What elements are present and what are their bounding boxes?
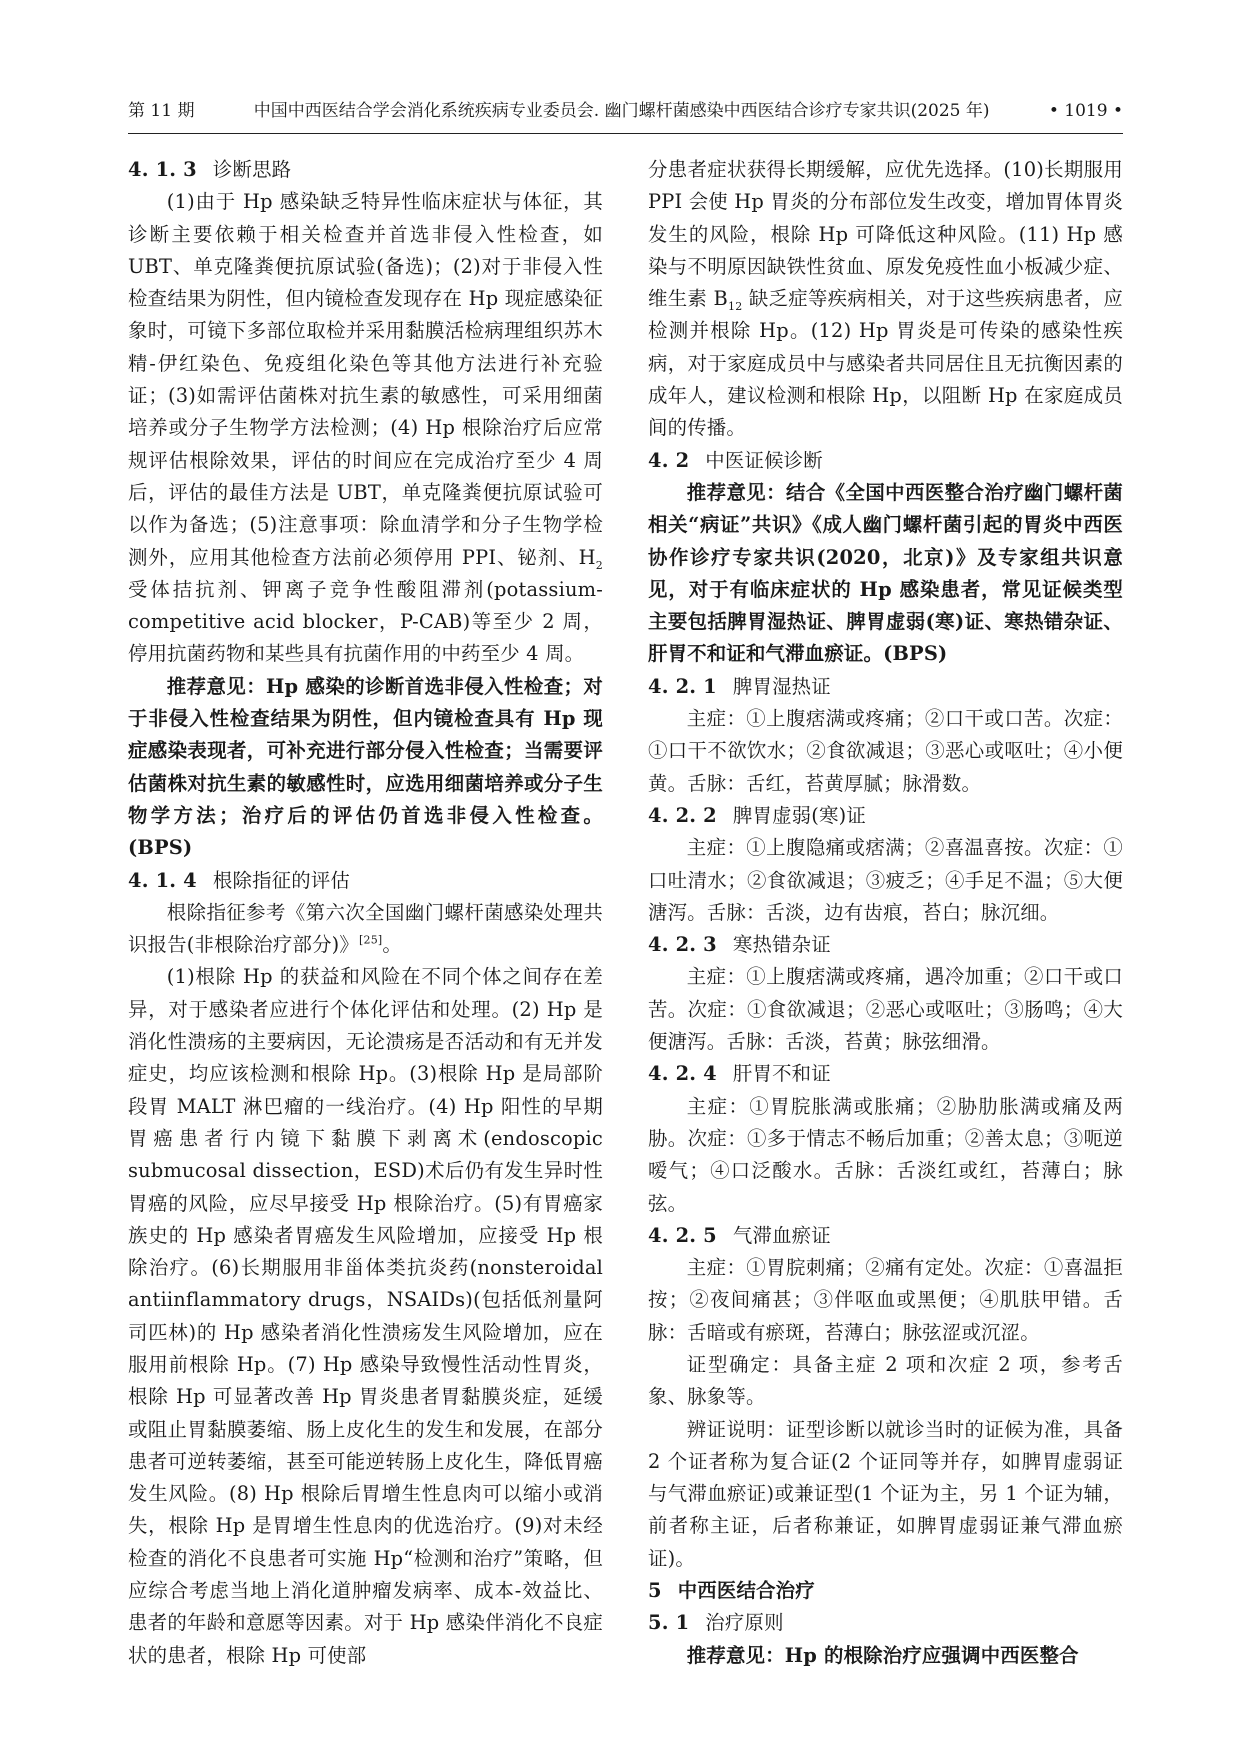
section-heading-4-1-3 <box>128 154 603 186</box>
paragraph: 根除指征参考《第六次全国幽门螺杆菌感染处理共识报告(非根除治疗部分)》[25]。 <box>128 900 603 957</box>
section-title: 脾胃虚弱(寒)证 <box>732 803 866 827</box>
section-title: 脾胃湿热证 <box>732 674 831 698</box>
section-title: 中西医结合治疗 <box>677 1579 815 1603</box>
section-number: 4. 2. 5 <box>648 1223 717 1247</box>
section-heading-4-2 <box>648 445 1123 477</box>
section-number: 4. 1. 4 <box>128 868 197 892</box>
section-number: 4. 2. 2 <box>648 803 717 827</box>
section-heading-4-2-1 <box>648 671 1123 703</box>
header-issue: 第 11 期 <box>128 101 195 121</box>
recommendation: 推荐意见：结合《全国中西医整合治疗幽门螺杆菌相关“病证”共识》《成人幽门螺杆菌引起的胃炎中西医协作诊疗专家共识(2020，北京)》及专家组共识意见，对于有临床症状的 Hp 感染患者，常见证候类型主要包括脾胃湿热证、脾胃虚弱(寒)证、寒热错杂证、肝胃不和证和气滞血瘀证。(BPS) <box>648 480 1123 666</box>
section-heading-5-1 <box>648 1607 1123 1639</box>
section-title: 中医证候诊断 <box>705 448 823 472</box>
paragraph: 主症：①胃脘刺痛；②痛有定处。次症：①喜温拒按；②夜间痛甚；③伴呕血或黑便；④肌肤甲错。舌脉：舌暗或有瘀斑，苔薄白；脉弦涩或沉涩。 <box>648 1256 1123 1344</box>
paragraph: 证型确定：具备主症 2 项和次症 2 项，参考舌象、脉象等。 <box>648 1352 1123 1409</box>
section-number: 4. 2. 1 <box>648 674 717 698</box>
recommendation: 推荐意见：Hp 的根除治疗应强调中西医整合 <box>686 1643 1079 1667</box>
section-number: 5. 1 <box>648 1611 690 1635</box>
section-title: 气滞血瘀证 <box>732 1223 831 1247</box>
recommendation: 推荐意见：Hp 感染的诊断首选非侵入性检查；对于非侵入性检查结果为阴性，但内镜检查具有 Hp 现症感染表现者，可补充进行部分侵入性检查；当需要评估菌株对抗生素的敏感性时，应选用细菌培养或分子生物学方法；治疗后的评估仍首选非侵入性检查。(BPS) <box>128 674 603 860</box>
section-title: 诊断思路 <box>212 158 292 181</box>
paragraph: 主症：①上腹痞满或疼痛；②口干或口苦。次症：①口干不欲饮水；②食欲减退；③恶心或呕吐；④小便黄。舌脉：舌红，苔黄厚腻；脉滑数。 <box>648 707 1123 795</box>
section-title: 治疗原则 <box>705 1611 784 1635</box>
running-header <box>128 98 1123 124</box>
paragraph: 辨证说明：证型诊断以就诊当时的证候为准，具备 2 个证者称为复合证(2 个证同等并存，如脾胃虚弱证与气滞血瘀证)或兼证型(1 个证为主，另 1 个证为辅，前者称主证，后者称兼证，如脾胃虚弱证兼气滞血瘀证)。 <box>648 1417 1123 1570</box>
section-heading-4-2-5 <box>648 1220 1123 1252</box>
section-number: 4. 1. 3 <box>128 158 197 181</box>
section-number: 4. 2. 3 <box>648 933 717 957</box>
section-title: 肝胃不和证 <box>732 1062 831 1086</box>
section-heading-4-2-2 <box>648 800 1123 832</box>
header-rule <box>128 133 1123 134</box>
section-heading-4-2-3 <box>648 929 1123 961</box>
section-number: 4. 2 <box>648 448 690 472</box>
paragraph: 分患者症状获得长期缓解，应优先选择。(10)长期服用 PPI 会使 Hp 胃炎的分布部位发生改变，增加胃体胃炎发生的风险，根除 Hp 可降低这种风险。(11) Hp 感染与不明原因缺铁性贫血、原发免疫性血小板减少症、维生素 $B_{12}$ 缺乏症等疾病相关，对于这些疾病患者，应检测并根除 Hp。(12) Hp 胃炎是可传染的感染性疾病，对于家庭成员中与感染者共同居住且无抗衡因素的成年人，建议检测和根除 Hp，以阻断 Hp 在家庭成员间的传播。 <box>648 158 1123 440</box>
paragraph: 主症：①上腹隐痛或痞满；②喜温喜按。次症：①口吐清水；②食欲减退；③疲乏；④手足不温；⑤大便溏泻。舌脉：舌淡，边有齿痕，苔白；脉沉细。 <box>648 836 1123 924</box>
paragraph: 主症：①胃脘胀满或胀痛；②胁肋胀满或痛及两胁。次症：①多于情志不畅后加重；②善太息；③呃逆嗳气；④口泛酸水。舌脉：舌淡红或红，苔薄白；脉弦。 <box>648 1094 1123 1215</box>
citation: [25] <box>359 933 383 947</box>
section-number: 5 <box>648 1579 662 1603</box>
paragraph: 主症：①上腹痞满或疼痛，遇冷加重；②口干或口苦。次症：①食欲减退；②恶心或呕吐；③肠鸣；④大便溏泻。舌脉：舌淡，苔黄；脉弦细滑。 <box>648 965 1123 1054</box>
left-column <box>128 154 603 1672</box>
section-heading-5 <box>648 1575 1123 1607</box>
header-page-number: • 1019 • <box>1048 101 1123 121</box>
section-heading-4-2-4 <box>648 1058 1123 1090</box>
section-heading-4-1-4 <box>128 865 603 897</box>
section-number: 4. 2. 4 <box>648 1062 717 1086</box>
header-title: 中国中西医结合学会消化系统疾病专业委员会. 幽门螺杆菌感染中西医结合诊疗专家共识(2025 年) <box>253 101 990 121</box>
paragraph: (1)由于 Hp 感染缺乏特异性临床症状与体征，其诊断主要依赖于相关检查并首选非侵入性检查，如 UBT、单克隆粪便抗原试验(备选)；(2)对于非侵入性检查结果为阴性，但内镜检查发现存在 Hp 现症感染征象时，可镜下多部位取检并采用黏膜活检病理组织苏木精-伊红染色、免疫组化染色等其他方法进行补充验证；(3)如需评估菌株对抗生素的敏感性，可采用细菌培养或分子生物学方法检测；(4) Hp 根除治疗后应常规评估根除效果，评估的时间应在完成治疗至少 4 周后，评估的最佳方法是 UBT，单克隆粪便抗原试验可以作为备选；(5)注意事项：除血清学和分子生物学检测外，应用其他检查方法前必须停用 PPI、铋剂、$H_2$ 受体拮抗剂、钾离子竞争性酸阻滞剂(potassium-competitive acid blocker，P-CAB)等至少 2 周，停用抗菌药物和某些具有抗菌作用的中药至少 4 周。 <box>128 190 603 666</box>
paragraph: (1)根除 Hp 的获益和风险在不同个体之间存在差异，对于感染者应进行个体化评估和处理。(2) Hp 是消化性溃疡的主要病因，无论溃疡是否活动和有无并发症史，均应该检测和根除 Hp。(3)根除 Hp 是局部阶段胃 MALT 淋巴瘤的一线治疗。(4) Hp 阳性的早期胃癌患者行内镜下黏膜下剥离术(endoscopic submucosal dissection，ESD)术后仍有发生异时性胃癌的风险，应尽早接受 Hp 根除治疗。(5)有胃癌家族史的 Hp 感染者胃癌发生风险增加，应接受 Hp 根除治疗。(6)长期服用非甾体类抗炎药(nonsteroidal antiinflammatory drugs，NSAIDs)(包括低剂量阿司匹林)的 Hp 感染者消化性溃疡发生风险增加，应在服用前根除 Hp。(7) Hp 感染导致慢性活动性胃炎，根除 Hp 可显著改善 Hp 胃炎患者胃黏膜炎症，延缓或阻止胃黏膜萎缩、肠上皮化生的发生和发展，在部分患者可逆转萎缩，甚至可能逆转肠上皮化生，降低胃癌发生风险。(8) Hp 根除后胃增生性息肉可以缩小或消失，根除 Hp 是胃增生性息肉的优选治疗。(9)对未经检查的消化不良患者可实施 Hp“检测和治疗”策略，但应综合考虑当地上消化道肿瘤发病率、成本-效益比、患者的年龄和意愿等因素。对于 Hp 感染伴消化不良症状的患者，根除 Hp 可使部 <box>128 965 603 1667</box>
section-title: 寒热错杂证 <box>732 933 831 957</box>
section-title: 根除指征的评估 <box>212 868 351 892</box>
right-column <box>648 154 1123 1672</box>
